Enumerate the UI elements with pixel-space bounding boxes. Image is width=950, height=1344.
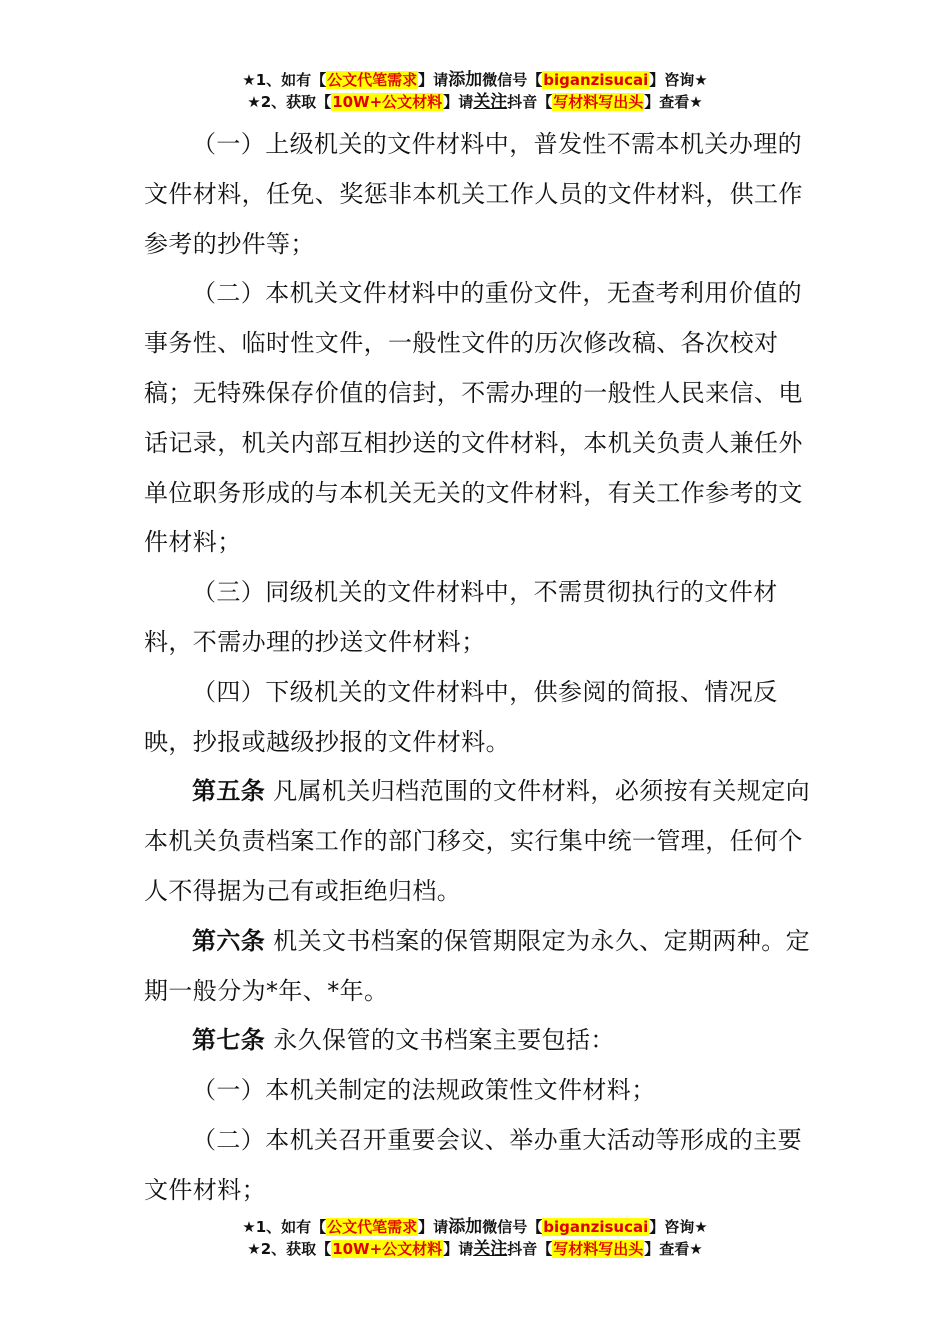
paragraph: （一）上级机关的文件材料中，普发性不需本机关办理的文件材料，任免、奖惩非本机关工作人员的文件材料，供工作参考的抄件等；: [144, 130, 803, 258]
highlight-text: 10W+公文材料: [332, 93, 443, 111]
paragraph: （一）本机关制定的法规政策性文件材料；: [192, 1076, 656, 1105]
paragraph: （二）本机关文件材料中的重份文件，无查考利用价值的事务性、临时性文件，一般性文件的历次修改稿、各次校对稿；无特殊保存价值的信封，不需办理的一般性人民来信、电话记录，机关内部互相抄送的文件材料，本机关负责人兼任外单位职务形成的与本机关无关的文件材料，有关工作参考的文件材料；: [144, 279, 803, 557]
paragraph: （三）同级机关的文件材料中，不需贯彻执行的文件材料，不需办理的抄送文件材料；: [144, 578, 778, 656]
highlight-text: 公文代笔需求: [327, 71, 418, 89]
banner-line-1: ★1、如有【公文代笔需求】请添加微信号【biganzisucai】咨询★: [242, 1217, 708, 1237]
banner-line-1: ★1、如有【公文代笔需求】请添加微信号【biganzisucai】咨询★: [242, 70, 708, 90]
article-paragraph: 第七条 永久保管的文书档案主要包括：: [192, 1026, 615, 1055]
article-number: 第七条: [192, 1026, 266, 1055]
article-paragraph: 第六条 机关文书档案的保管期限定为永久、定期两种。定期一般分为*年、*年。: [144, 926, 811, 1005]
article-paragraph: 第五条 凡属机关归档范围的文件材料，必须按有关规定向本机关负责档案工作的部门移交，实行集中统一管理，任何个人不得据为己有或拒绝归档。: [144, 777, 811, 905]
banner-line-2: ★2、获取【10W+公文材料】请关注抖音【写材料写出头】查看★: [247, 92, 703, 112]
highlight-text: 10W+公文材料: [332, 1240, 443, 1258]
article-number: 第六条: [192, 926, 266, 955]
highlight-text: 公文代笔需求: [327, 1218, 418, 1236]
highlight-text: biganzisucai: [543, 1218, 649, 1236]
paragraph: （四）下级机关的文件材料中，供参阅的简报、情况反映，抄报或越级抄报的文件材料。: [144, 677, 778, 756]
paragraph: （二）本机关召开重要会议、举办重大活动等形成的主要文件材料；: [144, 1125, 802, 1204]
footer-banner: [0, 1216, 950, 1260]
header-banner: [0, 69, 950, 113]
highlight-text: 写材料写出头: [553, 1240, 644, 1258]
document-body: [144, 120, 812, 1216]
highlight-text: 写材料写出头: [553, 93, 644, 111]
highlight-text: biganzisucai: [543, 71, 649, 89]
banner-line-2: ★2、获取【10W+公文材料】请关注抖音【写材料写出头】查看★: [247, 1239, 703, 1259]
article-number: 第五条: [192, 777, 266, 806]
